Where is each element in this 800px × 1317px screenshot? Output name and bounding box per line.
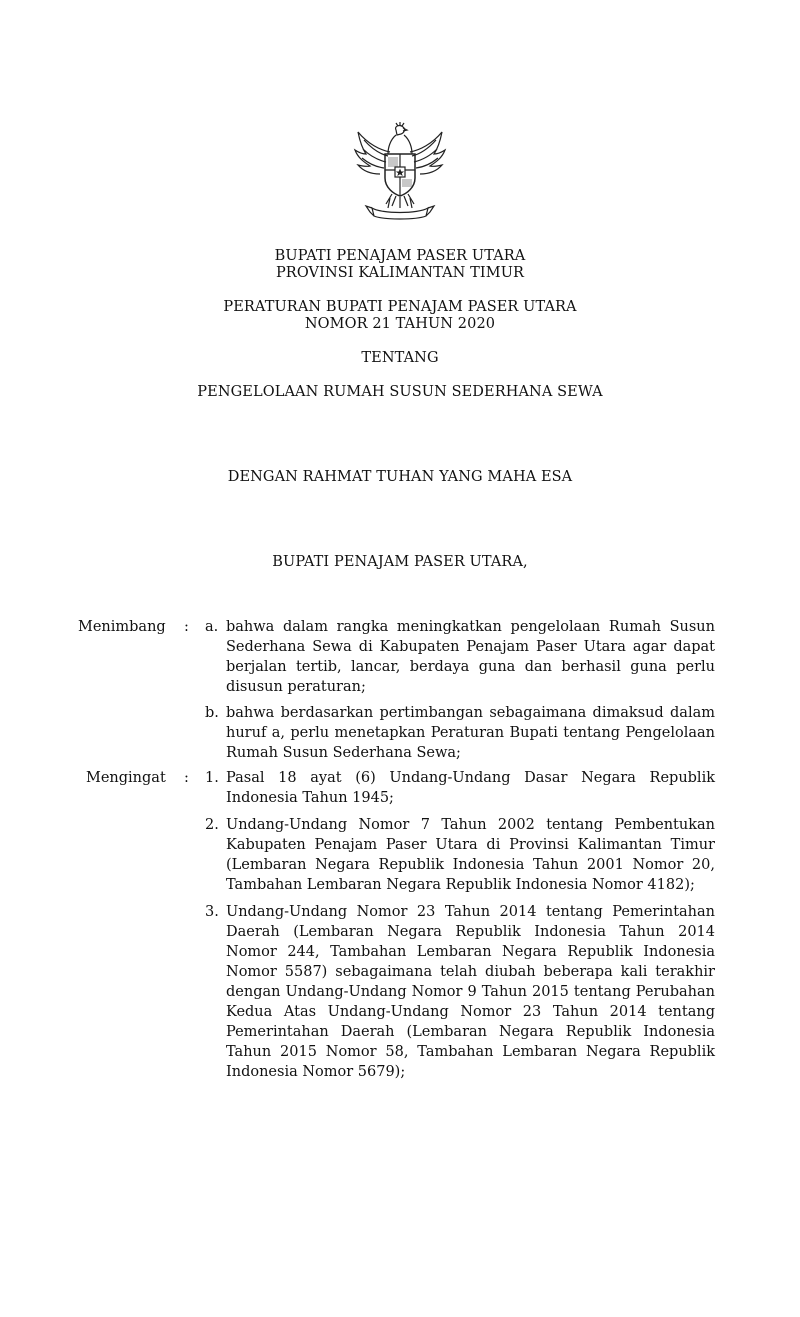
- authority-line: BUPATI PENAJAM PASER UTARA,: [272, 554, 528, 570]
- about-heading: TENTANG: [361, 350, 439, 366]
- header-line-1: BUPATI PENAJAM PASER UTARA: [274, 248, 526, 264]
- item-text: Undang-Undang Nomor 23 Tahun 2014 tentang Pemerintahan Daerah (Lembaran Negara Republik Indonesia Tahun 2014 Nomor 244, Tambahan Lembaran Negara Republik Indonesia Nomor 5587) sebagaimana telah diubah beberapa kali terakhir dengan Undang-Undang Nomor 9 Tahun 2015 tentang Perubahan Kedua Atas Undang-Undang Nomor 23 Tahun 2014 tentang Pemerintahan Daerah (Lembaran Negara Republik Indonesia Tahun 2015 Nomor 58, Tambahan Lembaran Negara Republik Indonesia Nomor 5679);: [226, 904, 715, 1080]
- garuda-emblem-icon: [350, 122, 450, 220]
- header-line-2: PROVINSI KALIMANTAN TIMUR: [275, 265, 525, 281]
- item-text: bahwa berdasarkan pertimbangan sebagaimana dimaksud dalam huruf a, perlu menetapkan Peraturan Bupati tentang Pengelolaan Rumah Susun Sederhana Sewa;: [226, 705, 715, 761]
- regulation-number: NOMOR 21 TAHUN 2020: [304, 316, 496, 332]
- menimbang-item: [205, 617, 715, 697]
- item-text: Undang-Undang Nomor 7 Tahun 2002 tentang Pembentukan Kabupaten Penajam Paser Utara di Provinsi Kalimantan Timur (Lembaran Negara Republik Indonesia Tahun 2001 Nomor 20, Tambahan Lembaran Negara Republik Indonesia Nomor 4182);: [226, 817, 715, 893]
- mengingat-colon: :: [184, 770, 189, 786]
- item-marker: 2.: [205, 817, 219, 833]
- item-marker: 3.: [205, 904, 219, 920]
- regulation-title: PERATURAN BUPATI PENAJAM PASER UTARA: [223, 299, 577, 315]
- mengingat-item: [205, 768, 715, 808]
- menimbang-item: [205, 703, 715, 763]
- menimbang-label: Menimbang: [78, 619, 166, 635]
- item-text: bahwa dalam rangka meningkatkan pengelolaan Rumah Susun Sederhana Sewa di Kabupaten Penajam Paser Utara agar dapat berjalan tertib, lancar, berdaya guna dan berhasil guna perlu disusun peraturan;: [226, 619, 715, 695]
- regulation-subject: PENGELOLAAN RUMAH SUSUN SEDERHANA SEWA: [197, 384, 603, 400]
- mengingat-label: Mengingat: [86, 770, 166, 786]
- mengingat-item: [205, 815, 715, 895]
- item-text: Pasal 18 ayat (6) Undang-Undang Dasar Negara Republik Indonesia Tahun 1945;: [226, 770, 715, 806]
- mengingat-item: [205, 902, 715, 1082]
- item-marker: a.: [205, 619, 219, 635]
- item-marker: b.: [205, 705, 219, 721]
- item-marker: 1.: [205, 770, 219, 786]
- menimbang-colon: :: [184, 619, 189, 635]
- blessing-line: DENGAN RAHMAT TUHAN YANG MAHA ESA: [227, 469, 573, 485]
